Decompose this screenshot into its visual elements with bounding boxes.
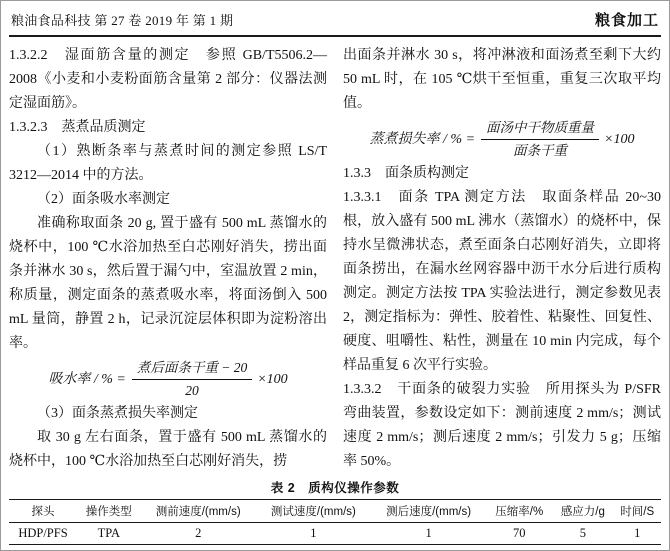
table2-texture-parameters [9,499,661,545]
formula-rhs: ×100 [604,131,635,147]
cell-operation-type: TPA [97,526,121,540]
formula-cooking-loss [343,118,661,161]
fraction-denominator: 20 [185,383,199,398]
fraction [481,118,599,161]
para-1331: 1.3.3.1 面条 TPA 测定方法 取面条样品 20~30 根，放入盛有 500 mL 沸水（蒸馏水）的烧杯中，保持水呈微沸状态，煮至面条白芯刚好消失，立即将面条捞出，在漏水丝网容器中沥干水分后进行质构测定。测定方法按 TPA 实验法进行，测定参数见表 2，测定指标为：弹性、胶着性、粘聚性、回复性、硬度、咀嚼性、粘性，测量在 10 min 内完成，每个样品重复 6 次平行实验。 [343,190,661,373]
table2-section [9,478,661,545]
para-item2: （2）面条吸水率测定 [37,192,170,207]
fraction-numerator: 煮后面条干重 − 20 [132,358,252,380]
para-item1: （1）熟断条率与蒸煮时间的测定参照 LS/T 3212—2014 中的方法。 [9,144,327,183]
cell-test-speed: 1 [310,526,317,540]
fraction-numerator: 面汤中干物质重量 [481,118,599,140]
page-header [9,6,661,37]
formula-lhs: 蒸煮损失率 / % = [369,131,476,147]
formula-lhs: 吸水率 / % = [48,371,126,387]
section-name: 粮食加工 [594,13,659,29]
cell-pretest-speed: 2 [195,526,202,540]
para-item3: （3）面条蒸煮损失率测定 [37,406,198,421]
col-header-time: 时间/S [620,506,655,518]
body-columns [9,37,661,474]
table-row [9,523,661,545]
para-absorption-method: 准确称取面条 20 g, 置于盛有 500 mL 蒸馏水的烧杯中，100 ℃水浴加热至白芯刚好消失，捞出面条并淋水 30 s，然后置于漏勺中，室温放置 2 min，称质量，测定面条的蒸煮吸水率，将面汤倒入 500 mL 量筒，静置 2 h，记录沉淀层体积即为淀粉溶出率。 [9,216,327,351]
fraction [132,358,252,401]
left-column [9,44,327,474]
col-header-test-speed: 测试速度/(mm/s) [270,506,356,518]
col-header-posttest-speed: 测后速度/(mm/s) [386,506,472,518]
col-header-operation-type: 操作类型 [85,506,132,518]
para-cooking-loss-cont: 出面条并淋水 30 s，将冲淋液和面汤煮至剩下大约 50 mL 时，在 105 ℃烘干至恒重，重复三次取平均值。 [343,48,661,111]
para-1332: 1.3.3.2 干面条的破裂力实验 所用探头为 P/SFR 弯曲装置，参数设定如下：测前速度 2 mm/s；测试速度 2 mm/s；测后速度 2 mm/s；引发力 5 g；压缩率 50%。 [343,382,661,469]
col-header-compression: 压缩率/% [495,506,544,518]
para-cooking-loss-method: 取 30 g 左右面条，置于盛有 500 mL 蒸馏水的烧杯中，100 ℃水浴加热至白芯刚好消失，捞 [9,430,327,469]
formula-rhs: ×100 [257,371,288,387]
para-1322: 1.3.2.2 湿面筋含量的测定 参照 GB/T5506.2—2008《小麦和小麦粉面筋含量第 2 部分：仪器法测定湿面筋》。 [9,48,327,111]
cell-posttest-speed: 1 [425,526,432,540]
journal-info: 粮油食品科技 第 27 卷 2019 年 第 1 期 [11,13,234,28]
table2-title: 表 2 质构仪操作参数 [270,481,400,495]
formula-absorption-rate [9,358,327,401]
col-header-trigger-force: 感应力/g [560,506,605,518]
cell-probe: HDP/PFS [18,526,68,540]
col-header-probe: 探头 [31,506,55,518]
cell-time: 1 [634,526,641,540]
heading-133: 1.3.3 面条质构测定 [343,166,469,181]
right-column [343,44,661,474]
table-header-row [9,500,661,523]
paper-page [1,1,669,545]
heading-1323: 1.3.2.3 蒸煮品质测定 [9,120,146,135]
cell-compression: 70 [513,526,526,540]
fraction-denominator: 面条干重 [513,143,568,158]
col-header-pretest-speed: 测前速度/(mm/s) [155,506,241,518]
cell-trigger-force: 5 [579,526,586,540]
